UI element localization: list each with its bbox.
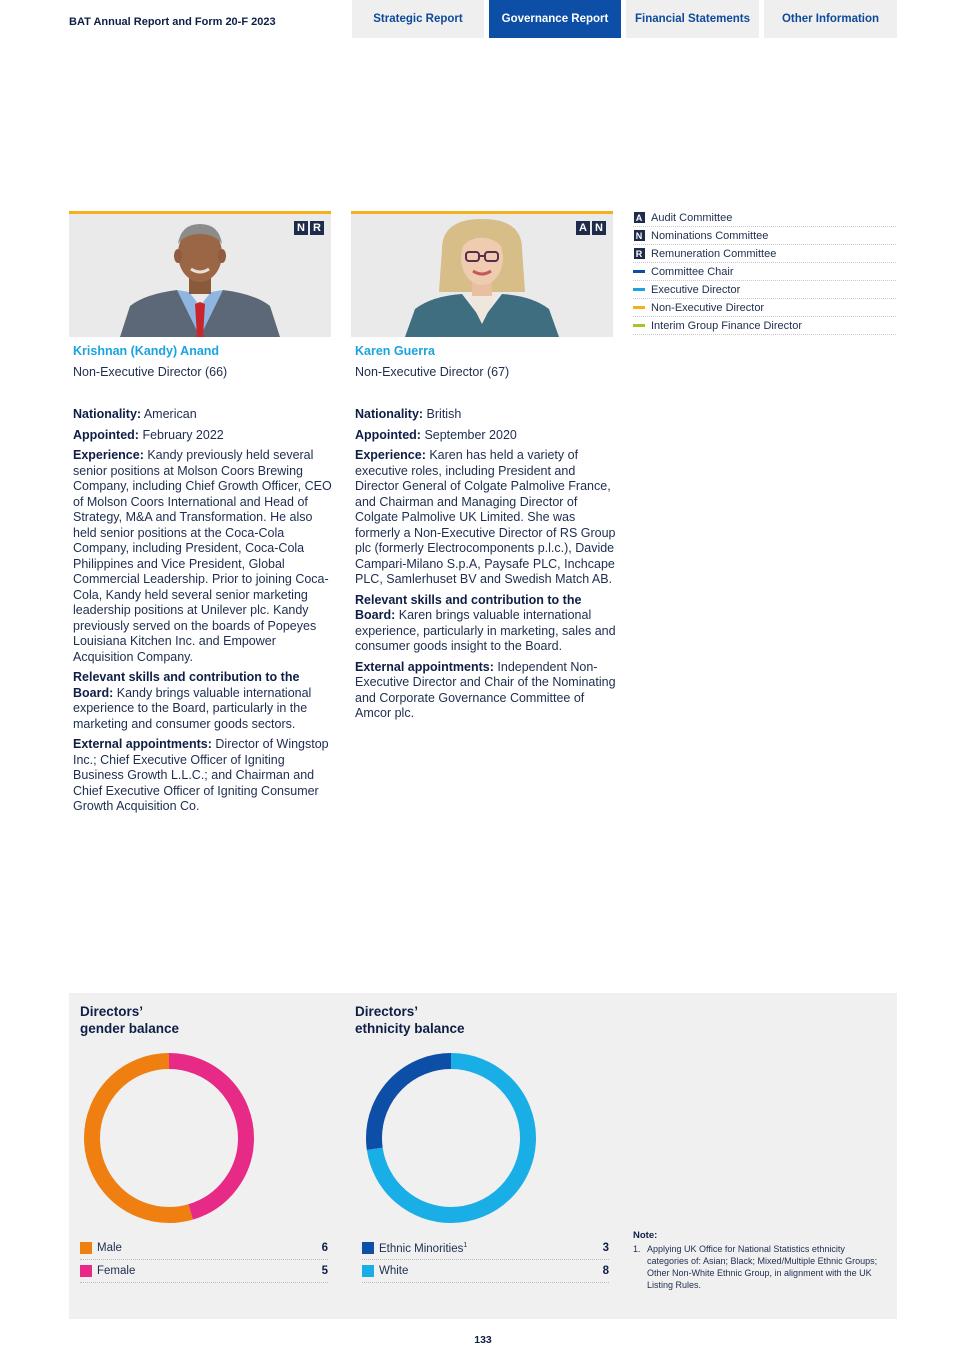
legend-item-committee-chair	[633, 263, 896, 281]
committee-badge: R	[310, 221, 324, 235]
tab-strategic-report[interactable]: Strategic Report	[352, 0, 484, 38]
legend-item-remuneration	[633, 245, 896, 263]
category-value: 3	[602, 1242, 609, 1254]
category-label: Ethnic Minorities$^1$	[379, 1241, 468, 1255]
gender-donut-chart	[81, 1050, 257, 1226]
committee-badges	[294, 221, 324, 235]
legend-label: Non-Executive Director	[651, 301, 765, 314]
committee-badge: N	[592, 221, 606, 235]
legend-letter: A	[634, 212, 645, 223]
committee-badges	[576, 221, 606, 235]
committee-legend	[633, 209, 896, 335]
legend-color-bar	[633, 270, 645, 273]
director-name: Krishnan (Kandy) Anand	[73, 344, 220, 358]
legend-item-executive-director	[633, 281, 896, 299]
nationality: Nationality: American	[73, 407, 197, 421]
legend-color-bar	[633, 324, 645, 327]
legend-item-nominations	[633, 227, 896, 245]
director-name: Karen Guerra	[355, 344, 435, 358]
note-number: 1.	[633, 1244, 641, 1254]
legend-swatch	[362, 1242, 374, 1254]
ethnicity-chart-title: Directors’ ethnicity balance	[355, 1004, 465, 1036]
nationality: Nationality: British	[355, 407, 462, 421]
committee-badge: N	[294, 221, 308, 235]
director-photo-guerra	[351, 211, 613, 337]
director-photo-anand	[69, 211, 331, 337]
director-role: Non-Executive Director (66)	[73, 365, 228, 379]
legend-item-non-executive-director	[633, 299, 896, 317]
category-value: 6	[321, 1242, 328, 1254]
legend-label: Remuneration Committee	[651, 247, 777, 260]
legend-label: Interim Group Finance Director	[651, 319, 802, 332]
legend-label: Committee Chair	[651, 265, 734, 278]
legend-label: Nominations Committee	[651, 229, 769, 242]
table-row	[362, 1260, 609, 1283]
category-value: 5	[321, 1265, 328, 1277]
gender-chart-title: Directors’ gender balance	[80, 1004, 180, 1036]
director-bio	[355, 407, 617, 727]
legend-label: Audit Committee	[651, 211, 733, 224]
legend-label: Executive Director	[651, 283, 741, 296]
legend-item-interim-gfd	[633, 317, 896, 335]
ethnicity-donut-chart	[363, 1050, 539, 1226]
page-number: 133	[474, 1334, 492, 1346]
table-row	[80, 1260, 328, 1283]
category-label: Female	[97, 1265, 136, 1277]
appointed: Appointed: September 2020	[355, 427, 517, 442]
tab-other-information[interactable]: Other Information	[764, 0, 897, 38]
note-title: Note:	[633, 1230, 658, 1241]
legend-swatch	[362, 1265, 374, 1277]
committee-badge: A	[576, 221, 590, 235]
legend-item-audit	[633, 209, 896, 227]
appointed: Appointed: February 2022	[73, 427, 224, 442]
legend-swatch	[80, 1242, 92, 1254]
director-role: Non-Executive Director (67)	[355, 365, 510, 379]
skills: Relevant skills and contribution to the Board: Kandy brings valuable international experience to the Board, particularly in the marketing and consumer goods sectors.	[73, 670, 312, 731]
category-label: Male	[97, 1242, 122, 1254]
portrait-man-icon	[115, 214, 285, 337]
legend-color-bar	[633, 288, 645, 291]
legend-letter: R	[634, 248, 645, 259]
footnote-marker: 1	[463, 1241, 468, 1249]
external-appointments: External appointments: Independent Non-Executive Director and Chair of the Nominating and Corporate Governance Committee of Amcor plc.	[355, 659, 616, 720]
skills: Relevant skills and contribution to the Board: Karen brings valuable international experience, particularly in marketing, sales and consumer goods insight to the Board.	[355, 592, 616, 653]
report-title: BAT Annual Report and Form 20-F 2023	[69, 16, 276, 28]
legend-color-bar	[633, 306, 645, 309]
director-bio	[73, 407, 335, 820]
tab-financial-statements[interactable]: Financial Statements	[626, 0, 759, 38]
portrait-woman-icon	[397, 214, 567, 337]
external-appointments: External appointments: Director of Wingstop Inc.; Chief Executive Officer of Igniting Business Growth L.L.C.; and Chairman and Chief Executive Officer of Igniting Consumer Growth Acquisition Co.	[73, 737, 329, 813]
table-row	[362, 1237, 609, 1260]
gender-table	[80, 1237, 328, 1283]
ethnicity-table	[362, 1237, 609, 1283]
tab-governance-report[interactable]: Governance Report	[489, 0, 621, 38]
category-label: White	[379, 1265, 409, 1277]
experience: Experience: Karen has held a variety of executive roles, including President and Director General of Colgate Palmolive France, and Chairman and Managing Director of Colgate Palmolive UK Limited. She was formerly a Non-Executive Director of RS Group plc (formerly Electrocomponents p.l.c.), Davide Campari-Milano S.p.A, Paysafe PLC, Inchcape PLC, Samlerhuset BV and Swedish Match AB.	[355, 448, 616, 586]
balance-charts-panel	[69, 993, 897, 1319]
note-text: Applying UK Office for National Statistics ethnicity categories of: Asian; Black; Mixed/Multiple Ethnic Groups; Other Non-White Ethnic Group, in alignment with the UK Listing Rules.	[647, 1244, 878, 1290]
category-value: 8	[602, 1265, 609, 1277]
footnote	[633, 1230, 885, 1291]
experience: Experience: Kandy previously held several senior positions at Molson Coors Brewing Company, including Chief Growth Officer, CEO of Molson Coors International and Head of Strategy, M&A and Transformation. He also held senior positions at the Coca-Cola Company, including President, Coca-Cola Philippines and Vice President, Global Commercial Leadership. Prior to joining Coca-Cola, Kandy held several senior marketing leadership positions at Unilever plc. Kandy previously served on the boards of Popeyes Louisiana Kitchen Inc. and Empower Acquisition Company.	[73, 448, 332, 664]
table-row	[80, 1237, 328, 1260]
legend-swatch	[80, 1265, 92, 1277]
legend-letter: N	[634, 230, 645, 241]
